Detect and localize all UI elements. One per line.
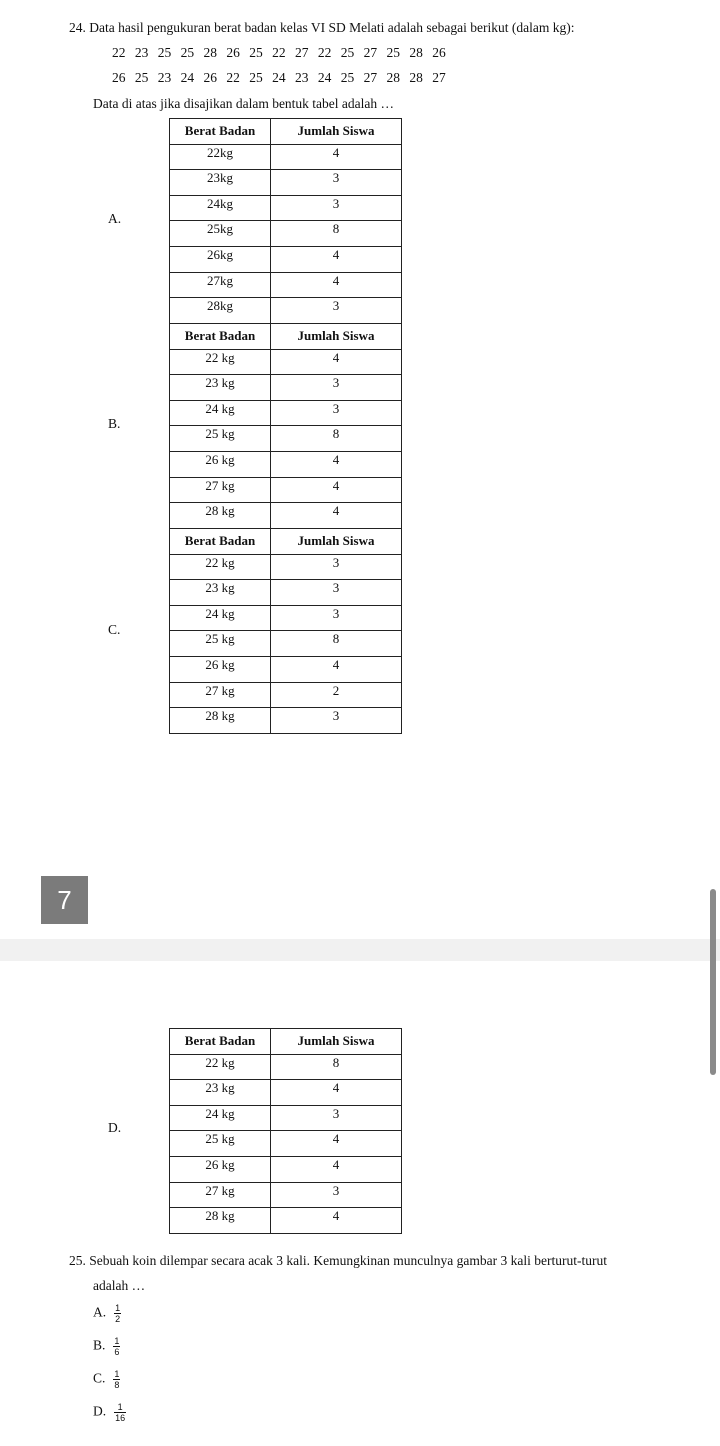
table-header-weight: Berat Badan [170, 529, 271, 555]
weight-cell: 24 kg [170, 605, 271, 631]
fraction-numerator: 1 [115, 1303, 121, 1313]
fraction [113, 1336, 120, 1357]
count-cell: 8 [271, 631, 402, 657]
weight-cell: 22 kg [170, 554, 271, 580]
table-row [170, 631, 402, 657]
count-cell: 3 [271, 605, 402, 631]
table-row [170, 1080, 402, 1106]
count-cell: 4 [271, 477, 402, 503]
table-header-count: Jumlah Siswa [271, 1029, 402, 1055]
q25-choice-c[interactable] [93, 1369, 120, 1390]
weight-cell: 23 kg [170, 1080, 271, 1106]
weight-cell: 22 kg [170, 1054, 271, 1080]
table-row [170, 298, 402, 324]
q24-header [69, 20, 574, 36]
weight-cell: 23kg [170, 170, 271, 196]
count-cell: 3 [271, 1105, 402, 1131]
table-row [170, 375, 402, 401]
count-cell: 8 [271, 426, 402, 452]
table-header-weight: Berat Badan [170, 119, 271, 145]
choice-label: C. [93, 1370, 106, 1386]
table-header-count: Jumlah Siswa [271, 529, 402, 555]
count-cell: 3 [271, 400, 402, 426]
fraction-denominator: 6 [114, 1347, 120, 1357]
q25-choice-d[interactable] [93, 1402, 126, 1423]
q25-question-line-1: Sebuah koin dilempar secara acak 3 kali. Kemungkinan munculnya gambar 3 kali berturut-turut [89, 1253, 607, 1268]
count-cell: 2 [271, 682, 402, 708]
count-cell: 4 [271, 451, 402, 477]
fraction-numerator: 1 [114, 1402, 126, 1413]
count-cell: 3 [271, 170, 402, 196]
q24-prompt: Data di atas jika disajikan dalam bentuk tabel adalah … [93, 96, 395, 111]
table-row [170, 1156, 402, 1182]
table-row [170, 1208, 402, 1234]
q24-data-row-1: 22 23 25 25 28 26 25 22 27 22 25 27 25 28 26 [112, 45, 446, 60]
fraction-denominator: 8 [114, 1380, 120, 1390]
q25-question-line-2: adalah … [93, 1278, 146, 1293]
weight-cell: 28 kg [170, 1208, 271, 1234]
count-cell: 4 [271, 1156, 402, 1182]
weight-cell: 28kg [170, 298, 271, 324]
weight-cell: 24 kg [170, 400, 271, 426]
table-row [170, 477, 402, 503]
table-row [170, 1054, 402, 1080]
table-row [170, 1182, 402, 1208]
weight-cell: 28 kg [170, 503, 271, 529]
option-c-table [169, 528, 402, 734]
table-row [170, 451, 402, 477]
weight-cell: 22kg [170, 144, 271, 170]
option-c-label[interactable]: C. [108, 622, 121, 637]
table-row [170, 221, 402, 247]
fraction-numerator: 1 [114, 1336, 120, 1346]
q24-question: Data hasil pengukuran berat badan kelas VI SD Melati adalah sebagai berikut (dalam kg): [89, 20, 575, 35]
weight-cell: 23 kg [170, 375, 271, 401]
table-row [170, 605, 402, 631]
q24-data-row-2: 26 25 23 24 26 22 25 24 23 24 25 27 28 28 27 [112, 70, 446, 85]
count-cell: 8 [271, 1054, 402, 1080]
weight-cell: 28 kg [170, 708, 271, 734]
weight-cell: 23 kg [170, 580, 271, 606]
table-row [170, 349, 402, 375]
q25-choice-a[interactable] [93, 1303, 121, 1324]
table-row [170, 656, 402, 682]
table-row [170, 400, 402, 426]
weight-cell: 26 kg [170, 451, 271, 477]
table-row [170, 708, 402, 734]
weight-cell: 27 kg [170, 477, 271, 503]
page-number-badge: 7 [41, 876, 88, 924]
fraction-denominator: 2 [115, 1314, 121, 1324]
table-row [170, 246, 402, 272]
fraction [113, 1369, 120, 1390]
count-cell: 3 [271, 195, 402, 221]
count-cell: 4 [271, 656, 402, 682]
weight-cell: 26kg [170, 246, 271, 272]
count-cell: 3 [271, 580, 402, 606]
option-a-label[interactable]: A. [108, 211, 122, 226]
table-row [170, 426, 402, 452]
table-row [170, 580, 402, 606]
option-b-table [169, 323, 402, 529]
weight-cell: 26 kg [170, 656, 271, 682]
fraction-denominator: 16 [115, 1413, 126, 1423]
weight-cell: 24 kg [170, 1105, 271, 1131]
page-separator [0, 939, 720, 961]
table-row [170, 1105, 402, 1131]
weight-cell: 27kg [170, 272, 271, 298]
table-row [170, 195, 402, 221]
option-d-label[interactable]: D. [108, 1120, 122, 1135]
choice-label: A. [93, 1304, 107, 1320]
count-cell: 3 [271, 1182, 402, 1208]
weight-cell: 25kg [170, 221, 271, 247]
count-cell: 3 [271, 375, 402, 401]
fraction-numerator: 1 [114, 1369, 120, 1379]
count-cell: 3 [271, 554, 402, 580]
count-cell: 4 [271, 349, 402, 375]
table-row [170, 272, 402, 298]
option-d-table [169, 1028, 402, 1234]
table-header-count: Jumlah Siswa [271, 119, 402, 145]
weight-cell: 27 kg [170, 1182, 271, 1208]
option-a-table [169, 118, 402, 324]
table-row [170, 682, 402, 708]
count-cell: 4 [271, 1080, 402, 1106]
q24-number: 24. [69, 20, 86, 35]
count-cell: 4 [271, 1131, 402, 1157]
choice-label: D. [93, 1403, 107, 1419]
table-row [170, 144, 402, 170]
count-cell: 4 [271, 246, 402, 272]
table-row [170, 503, 402, 529]
table-row [170, 170, 402, 196]
weight-cell: 22 kg [170, 349, 271, 375]
count-cell: 4 [271, 272, 402, 298]
count-cell: 4 [271, 503, 402, 529]
count-cell: 3 [271, 708, 402, 734]
q25-header [69, 1253, 607, 1269]
table-header-count: Jumlah Siswa [271, 324, 402, 350]
q25-number: 25. [69, 1253, 86, 1268]
table-row [170, 1131, 402, 1157]
weight-cell: 24kg [170, 195, 271, 221]
table-row [170, 554, 402, 580]
count-cell: 3 [271, 298, 402, 324]
table-header-weight: Berat Badan [170, 1029, 271, 1055]
weight-cell: 25 kg [170, 426, 271, 452]
q25-choice-b[interactable] [93, 1336, 120, 1357]
count-cell: 8 [271, 221, 402, 247]
weight-cell: 25 kg [170, 1131, 271, 1157]
count-cell: 4 [271, 1208, 402, 1234]
fraction [114, 1402, 126, 1423]
weight-cell: 26 kg [170, 1156, 271, 1182]
weight-cell: 27 kg [170, 682, 271, 708]
option-b-label[interactable]: B. [108, 416, 121, 431]
fraction [114, 1303, 121, 1324]
choice-label: B. [93, 1337, 106, 1353]
count-cell: 4 [271, 144, 402, 170]
scrollbar-thumb[interactable] [710, 889, 716, 1075]
weight-cell: 25 kg [170, 631, 271, 657]
table-header-weight: Berat Badan [170, 324, 271, 350]
